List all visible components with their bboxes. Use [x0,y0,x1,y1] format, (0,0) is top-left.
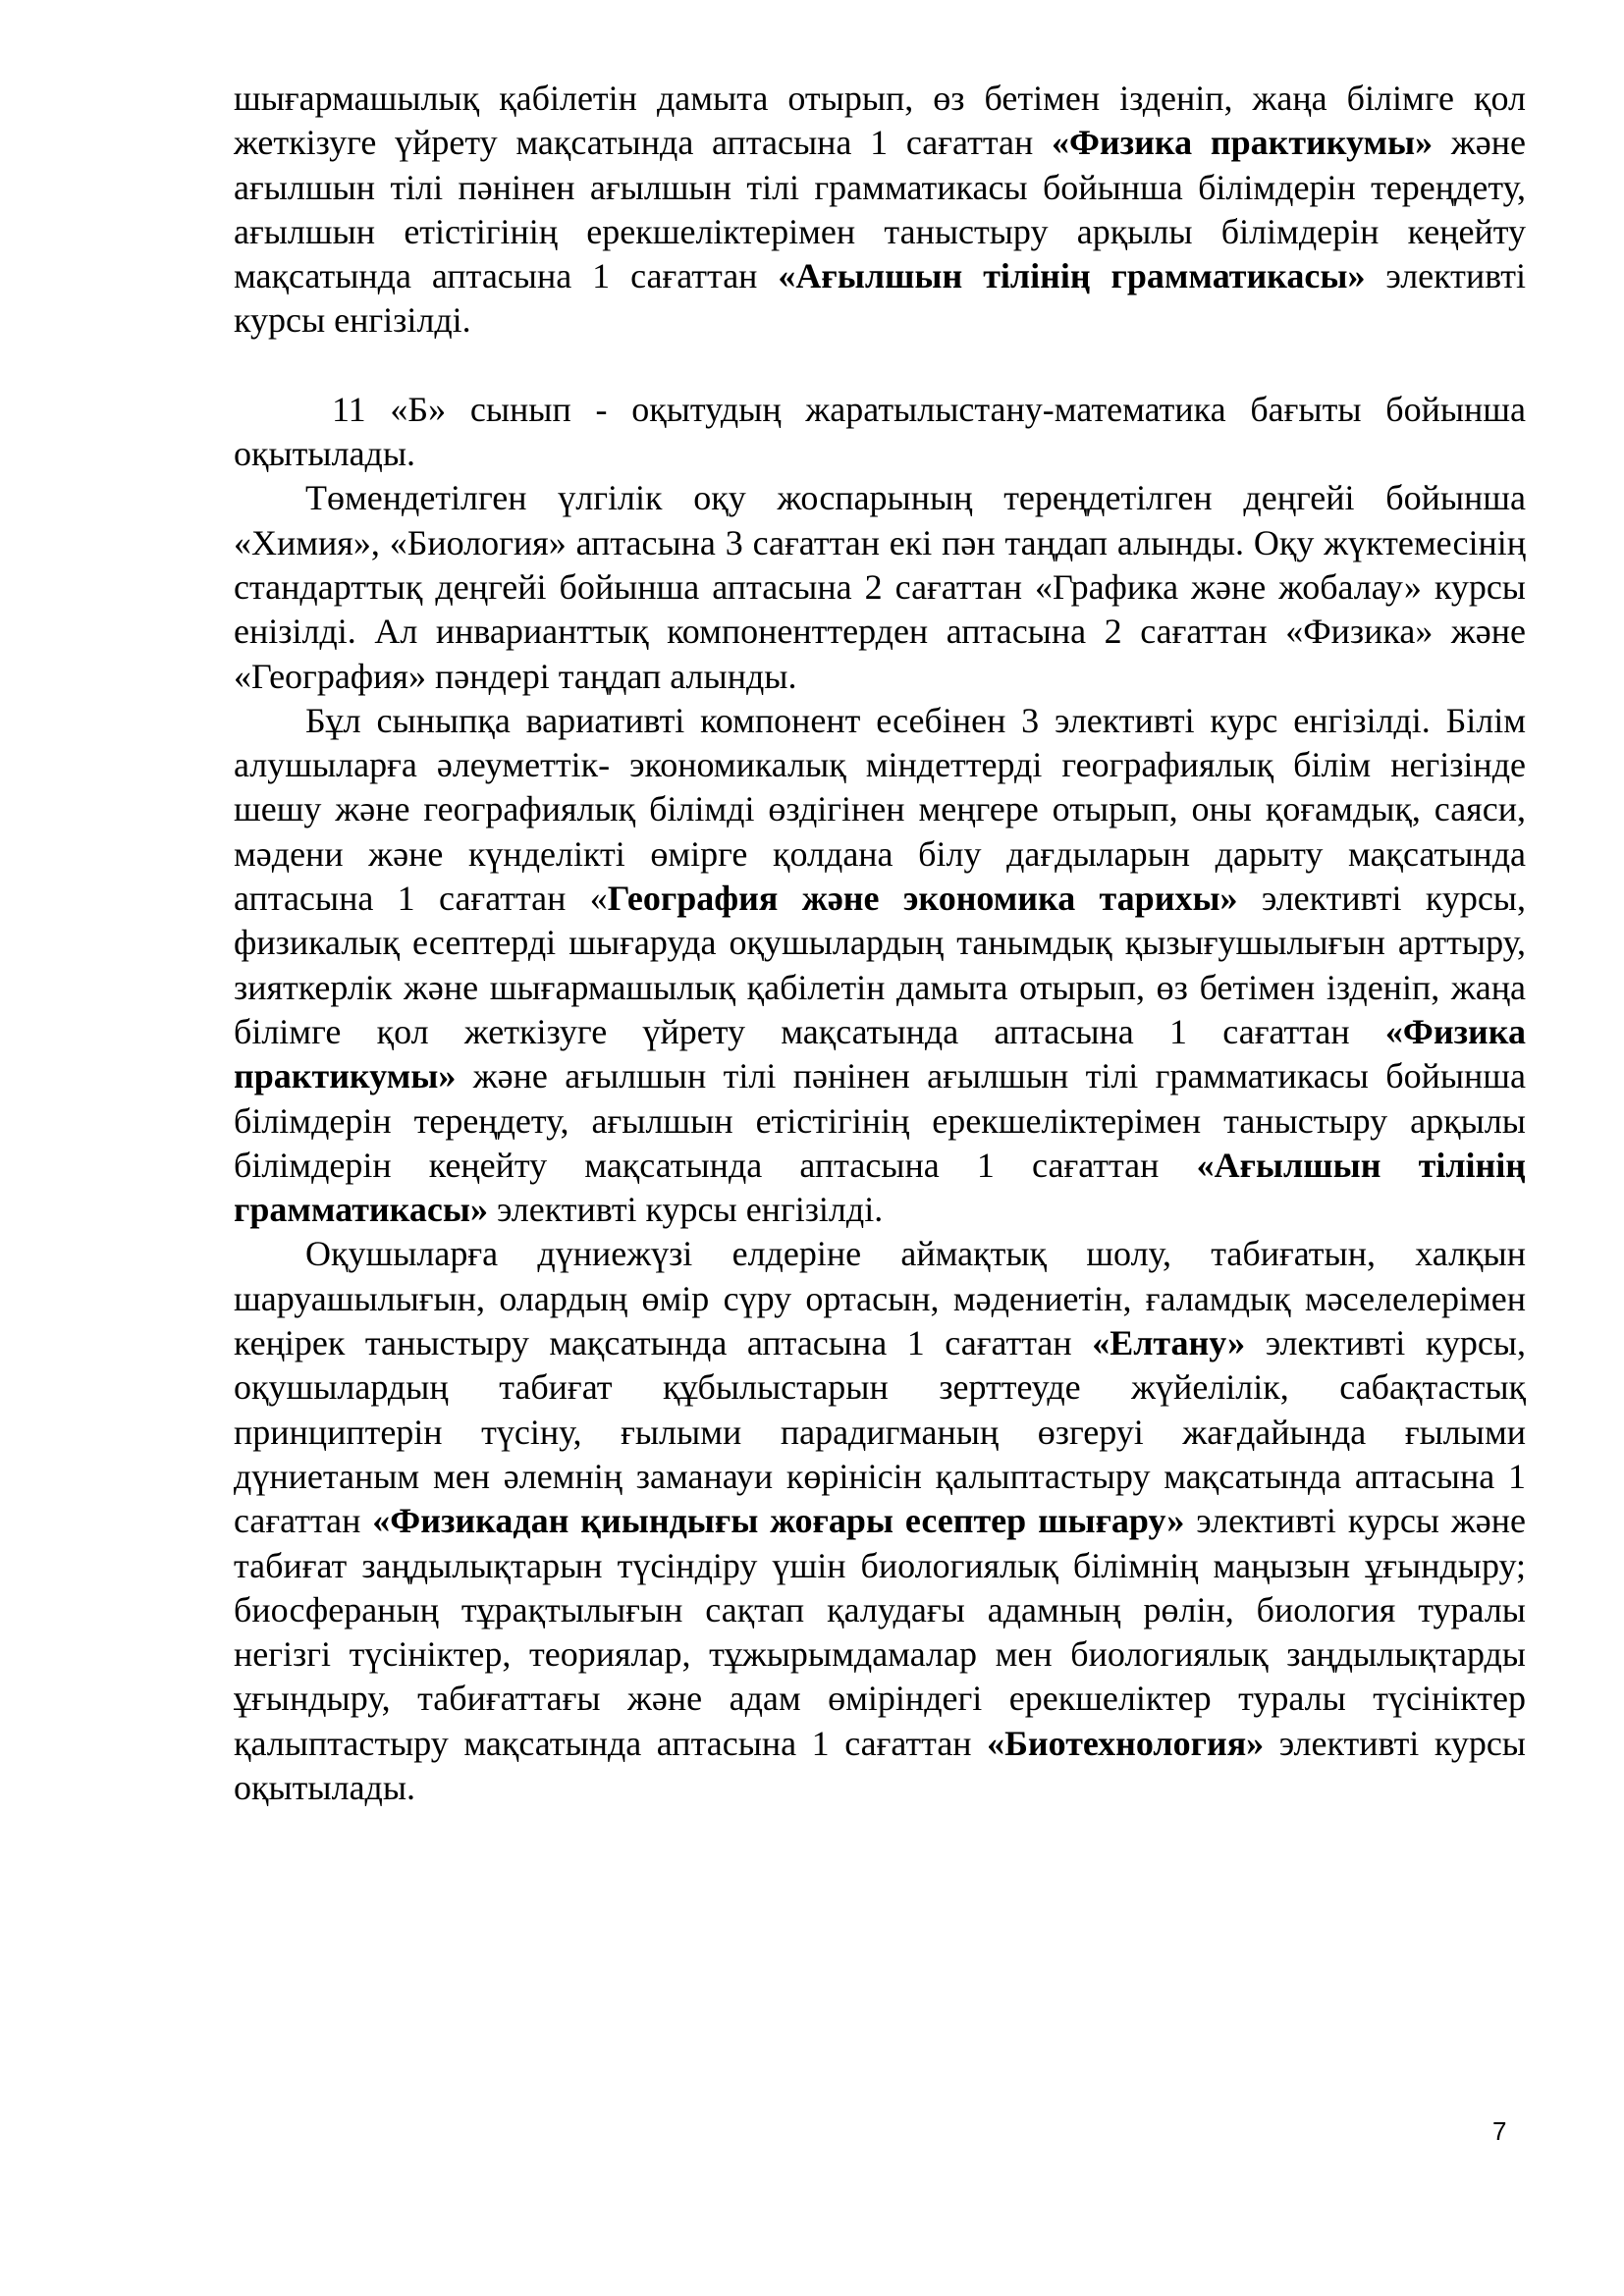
text-run: Төмендетілген үлгілік оқу жоспарының тереңдетілген деңгейі бойынша «Химия», «Биология» аптасына 3 сағаттан екі пән таңдап алынды. Оқу жүктемесінің стандарттық деңгейі бойынша аптасына 2 сағаттан «Графика және жобалау» курсы енізілді. Ал инварианттық компоненттерден аптасына 2 сағаттан «Физика» және «География» пәндері таңдап алынды. [234,478,1526,696]
text-run: 11 «Б» сынып - оқытудың жаратылыстану-математика бағыты бойынша оқытылады. [234,389,1526,474]
text-run: элективті курсы, физикалық есептерді шығаруда оқушылардың танымдық қызығушылығын арттыру, зияткерлік және шығармашылық қабілетін дамыта отырып, өз бетімен ізденіп, жаңа білімге қол жеткізуге үйрету мақсатында аптасына 1 сағаттан [234,879,1526,1051]
bold-course-title: «Ағылшын тілінің грамматикасы» [778,256,1366,296]
paragraph [234,1232,1526,1810]
text-run: Бұл сыныпқа вариативті компонент есебінен 3 элективті курс енгізілді. Білім алушыларға әлеуметтік- экономикалық міндеттерді географиялық білім негізінде шешу және географиялық білімді өздігінен меңгере отырып, оны қоғамдық, саяси, мәдени және күнделікті өмірге қолдана білу дағдыларын дарыту мақсатында аптасына 1 сағаттан « [234,700,1526,919]
bold-course-title: География және экономика тарихы» [607,879,1238,919]
bold-course-title: «Физика практикумы» [234,1011,1526,1096]
bold-course-title: «Биотехнология» [987,1723,1265,1763]
document-body [234,77,1526,1810]
paragraph [234,476,1526,698]
text-run: элективті курсы оқытылады. [234,1723,1526,1807]
text-run: шығармашылық қабілетін дамыта отырып, өз бетімен ізденіп, жаңа білімге қол жеткізуге үйрету мақсатында аптасына 1 сағаттан [234,79,1526,163]
text-run: элективті курсы және табиғат заңдылықтарын түсіндіру үшін биологиялық білімнің маңызын ұғындыру; биосфераның тұрақтылығын сақтап қалудағы адамның рөлін, биология туралы негізгі түсініктер, теориялар, тұжырымдамалар мен биологиялық заңдылықтарды ұғындыру, табиғаттағы және адам өміріндегі ерекшеліктер туралы түсініктер қалыптастыру мақсатында аптасына 1 сағаттан [234,1501,1527,1763]
bold-course-title: «Ағылшын тілінің грамматикасы» [234,1145,1527,1230]
page-number: 7 [1492,2116,1507,2146]
text-run: элективті курсы, оқушылардың табиғат құбылыстарын зерттеуде жүйелілік, сабақтастық принциптерін түсіну, ғылыми парадигманың өзгеруі жағдайында ғылыми дүниетаным мен әлемнің заманауи көрінісін қалыптастыру мақсатында аптасына 1 сағаттан [234,1323,1526,1541]
bold-course-title: «Физика практикумы» [1052,123,1434,163]
paragraph [234,77,1526,344]
text-run: және ағылшын тілі пәнінен ағылшын тілі грамматикасы бойынша білімдерін тереңдету, ағылшын етістігінің ерекшеліктерімен таныстыру арқылы білімдерін кеңейту мақсатында аптасына 1 сағаттан [234,1056,1526,1185]
text-run: элективті курсы енгізілді. [234,256,1526,341]
text-run: элективті курсы енгізілді. [487,1190,884,1230]
bold-course-title: «Физикадан қиындығы жоғары есептер шығару» [372,1501,1185,1541]
paragraph [234,699,1526,1233]
bold-course-title: «Елтану» [1092,1323,1246,1363]
text-run: Оқушыларға дүниежүзі елдеріне аймақтық шолу, табиғатын, халқын шаруашылығын, олардың өмір сүру ортасын, мәдениетін, ғаламдық мәселелерімен кеңірек таныстыру мақсатында аптасына 1 сағаттан [234,1234,1526,1363]
paragraph [234,388,1526,477]
text-run: және ағылшын тілі пәнінен ағылшын тілі грамматикасы бойынша білімдерін тереңдету, ағылшын етістігінің ерекшеліктерімен таныстыру арқылы білімдерін кеңейту мақсатында аптасына 1 сағаттан [234,123,1526,296]
